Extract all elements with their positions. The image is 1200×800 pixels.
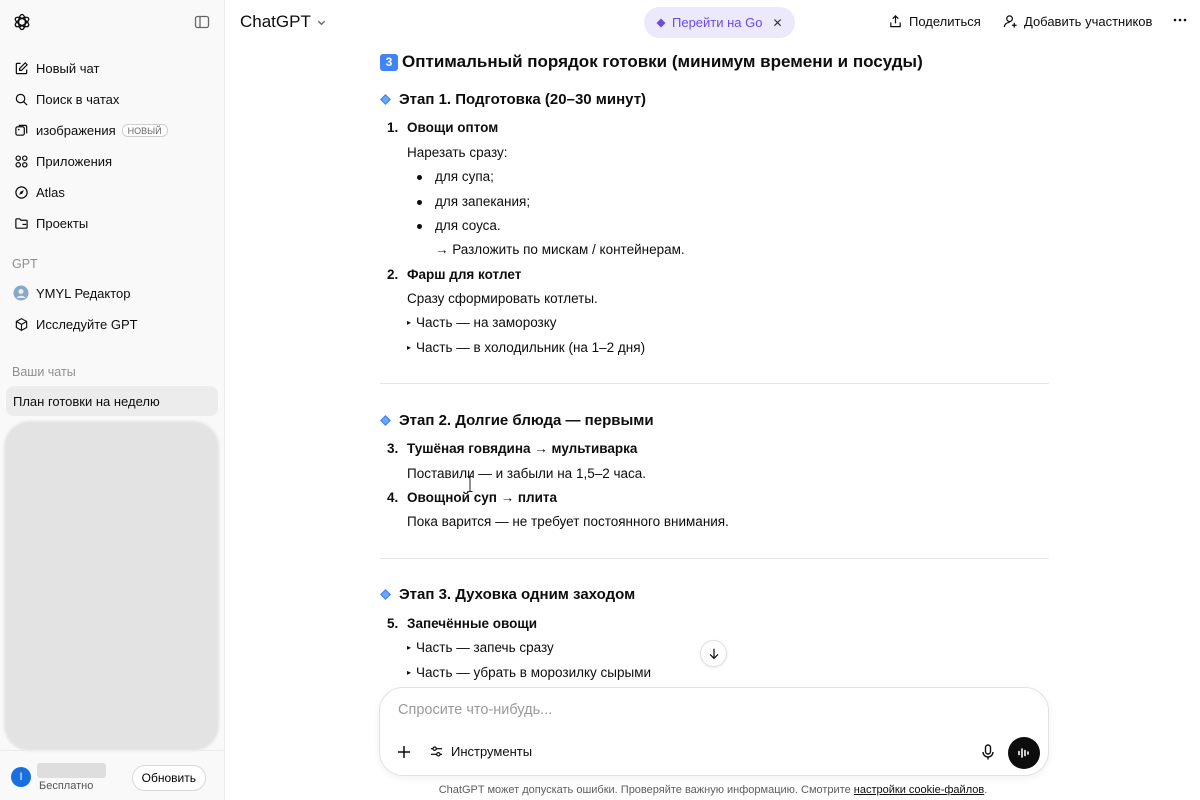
triangle-line [407, 340, 645, 355]
sidebar-item-label: Проекты [36, 215, 89, 231]
bullet-text: для запекания; [435, 194, 531, 209]
bullet-text: для соуса. [435, 218, 501, 233]
prompt-input[interactable] [398, 702, 998, 718]
sidebar-footer [0, 750, 224, 800]
sidebar-chat-active[interactable] [6, 386, 218, 416]
new-badge: НОВЫЙ [122, 124, 168, 137]
atlas-icon [13, 184, 29, 200]
upgrade-button[interactable]: Обновить [132, 765, 206, 791]
waveform-icon [1016, 745, 1032, 761]
sidebar-item-label: Atlas [36, 184, 65, 200]
triangle-text: Часть — в холодильник (на 1–2 дня) [416, 340, 646, 355]
diamond-icon [656, 18, 666, 28]
section-heading [380, 52, 923, 72]
list-item-title: Овощной суп → плита [407, 490, 558, 505]
sidebar [0, 0, 225, 800]
tools-button[interactable] [429, 744, 532, 759]
list-item-text: Сразу сформировать котлеты. [407, 291, 598, 306]
share-icon [888, 14, 903, 29]
sidebar-item-atlas[interactable] [6, 177, 218, 207]
list-item-text: Поставили — и забыли на 1,5–2 часа. [407, 466, 647, 481]
list-number: 4. [387, 490, 399, 505]
stage-3-heading [380, 586, 635, 603]
scroll-down-button[interactable] [700, 640, 727, 667]
add-people-button[interactable] [1003, 14, 1152, 29]
list-item-title: Овощи оптом [407, 120, 499, 135]
plus-icon[interactable] [395, 743, 413, 761]
divider [380, 383, 1049, 384]
redacted-username [37, 763, 106, 778]
add-people-label: Добавить участников [1024, 14, 1153, 29]
gpt-section-heading: GPT [12, 257, 38, 271]
list-number: 3. [387, 441, 399, 456]
promo-label: Перейти на Go [672, 15, 763, 30]
stage-2-heading [380, 412, 654, 429]
voice-mode-button[interactable] [1008, 737, 1040, 769]
stage-title: Этап 3. Духовка одним заходом [399, 586, 636, 603]
arrow-down-icon [707, 647, 721, 661]
bullet-dot [417, 175, 422, 180]
sidebar-top [12, 12, 212, 34]
sidebar-item-label: изображения [36, 122, 116, 138]
cookie-settings-link[interactable]: настройки cookie-файлов [853, 784, 985, 796]
more-options-button[interactable] [1172, 12, 1194, 28]
sidebar-item-label: Поиск в чатах [36, 91, 120, 107]
sidebar-item-search[interactable] [6, 84, 218, 114]
stage-title: Этап 1. Подготовка (20–30 минут) [399, 91, 647, 108]
list-item-text: Пока варится — не требует постоянного внимания. [407, 514, 729, 529]
edit-icon [13, 60, 29, 76]
plan-label: Бесплатно [39, 780, 94, 792]
sidebar-toggle-icon[interactable] [194, 14, 210, 30]
list-number: 1. [387, 120, 399, 135]
chat-title: План готовки на неделю [13, 393, 160, 409]
cube-icon [13, 316, 29, 332]
model-selector[interactable] [240, 12, 327, 32]
list-number: 2. [387, 267, 399, 282]
bullet-dot [417, 224, 422, 229]
share-label: Поделиться [909, 14, 981, 29]
folder-icon [13, 215, 29, 231]
list-item-title: Тушёная говядина → мультиварка [407, 441, 638, 456]
list-item-text: Нарезать сразу: [407, 145, 508, 160]
triangle-text: Часть — убрать в морозилку сырыми [416, 665, 652, 680]
sidebar-item-explore-gpt[interactable] [6, 309, 218, 339]
sidebar-item-apps[interactable] [6, 146, 218, 176]
section-title: Оптимальный порядок готовки (минимум времени и посуды) [402, 52, 923, 71]
search-icon [13, 91, 29, 107]
sidebar-item-ymyl[interactable] [6, 278, 218, 308]
triangle-line [407, 665, 651, 680]
model-name: ChatGPT [240, 12, 311, 31]
list-number: 5. [387, 616, 399, 631]
close-icon[interactable]: ✕ [772, 15, 783, 30]
redacted-chat-list [4, 421, 219, 751]
gpt-avatar-icon [13, 285, 29, 301]
images-icon [13, 122, 29, 138]
triangle-bullet-icon: ▸ [407, 318, 412, 327]
sidebar-item-projects[interactable] [6, 208, 218, 238]
list-item-title: Фарш для котлет [407, 267, 522, 282]
tools-label: Инструменты [451, 744, 533, 759]
sidebar-item-images[interactable] [6, 115, 218, 145]
triangle-text: Часть — на заморозку [416, 315, 557, 330]
text-cursor-icon [467, 476, 473, 492]
openai-logo-icon[interactable] [12, 12, 32, 32]
triangle-bullet-icon: ▸ [407, 643, 412, 652]
chats-section-heading: Ваши чаты [12, 365, 76, 379]
divider [380, 558, 1049, 559]
header [226, 0, 1200, 45]
triangle-line [407, 315, 557, 330]
sidebar-item-label: Исследуйте GPT [36, 316, 138, 332]
more-icon [1172, 12, 1188, 28]
sidebar-item-new-chat[interactable] [6, 53, 218, 83]
go-promo-pill[interactable] [644, 7, 795, 38]
triangle-text: Часть — запечь сразу [416, 640, 554, 655]
blue-diamond-icon [380, 589, 391, 600]
arrow-text: → Разложить по мискам / контейнерам. [435, 242, 685, 257]
keycap-number: 3 [380, 54, 398, 71]
triangle-bullet-icon: ▸ [407, 668, 412, 677]
sidebar-item-label: YMYL Редактор [36, 285, 131, 301]
triangle-line [407, 640, 554, 655]
disclaimer-text: ChatGPT может допускать ошибки. Проверяйте важную информацию. Смотрите [438, 784, 854, 796]
add-user-icon [1003, 14, 1018, 29]
avatar[interactable]: I [11, 767, 31, 787]
microphone-icon[interactable] [979, 743, 997, 761]
composer [379, 687, 1049, 776]
triangle-bullet-icon: ▸ [407, 343, 412, 352]
share-button[interactable] [888, 14, 981, 29]
sliders-icon [429, 744, 444, 759]
disclaimer [226, 784, 1200, 796]
blue-diamond-icon [380, 415, 391, 426]
sidebar-item-label: Новый чат [36, 60, 100, 76]
stage-title: Этап 2. Долгие блюда — первыми [399, 412, 654, 429]
chevron-down-icon [316, 17, 327, 28]
bullet-dot [417, 200, 422, 205]
stage-1-heading [380, 91, 646, 108]
disclaimer-end: . [984, 784, 988, 796]
bullet-text: для супа; [435, 169, 494, 184]
list-item-title: Запечённые овощи [407, 616, 538, 631]
apps-icon [13, 153, 29, 169]
blue-diamond-icon [380, 94, 391, 105]
sidebar-item-label: Приложения [36, 153, 113, 169]
